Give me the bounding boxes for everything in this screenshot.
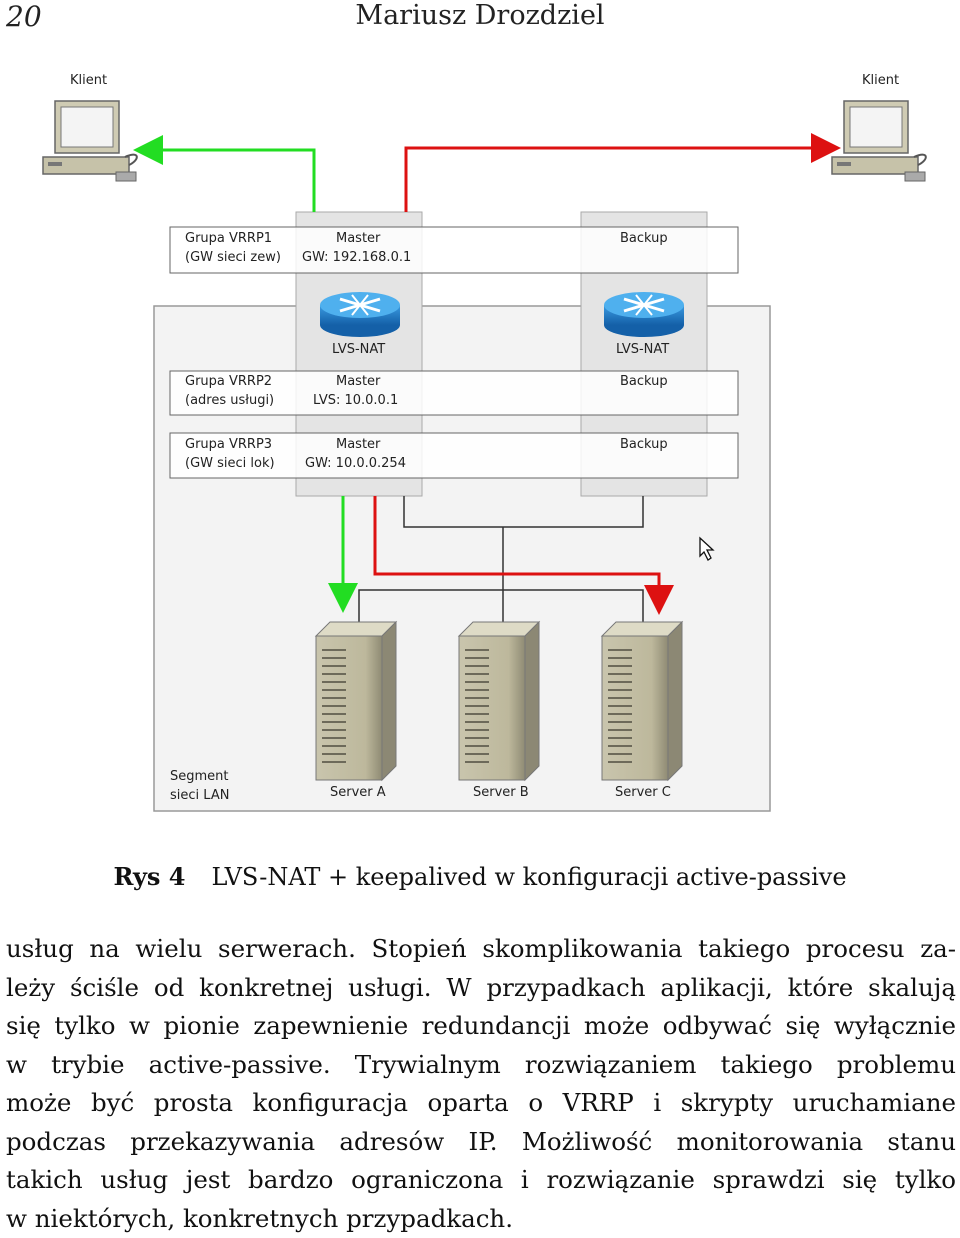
body-line: leży ściśle od konkretnej usługi. W przypadkach aplikacji, które skalują [6,969,956,1008]
vrrp3-label-2: (GW sieci lok) [185,456,275,471]
body-line: może być prosta konfiguracja oparta o VRRP i skrypty uruchamiane [6,1084,956,1123]
body-line: podczas przekazywania adresów IP. Możliwość monitorowania stanu [6,1123,956,1162]
vrrp2-master: Master [336,374,381,389]
body-line: się tylko w pionie zapewnienie redundancji może odbywać się wyłącznie [6,1007,956,1046]
body-line: w niektórych, konkretnych przypadkach. [6,1200,956,1238]
server-icon-b [459,622,539,780]
computer-icon-left [43,101,137,181]
server-icon-a [316,622,396,780]
page-header [0,0,960,32]
vrrp3-master: Master [336,437,381,452]
red-arrow-client [406,148,826,212]
router-icon-master [320,292,400,337]
vrrp1-backup: Backup [620,231,668,246]
network-diagram [0,40,960,830]
vrrp1-master-address: GW: 192.168.0.1 [302,250,411,265]
computer-icon-right [832,101,926,181]
caption-text: LVS-NAT + keepalived w konfiguracji active-passive [211,863,846,891]
page-number: 20 [6,0,42,33]
vrrp1-master: Master [336,231,381,246]
caption-label: Rys 4 [113,862,185,891]
router-icon-backup [604,292,684,337]
figure-caption [0,862,960,891]
server-a-label: Server A [330,785,386,800]
vrrp2-label-1: Grupa VRRP2 [185,374,272,389]
vrrp1-label-1: Grupa VRRP1 [185,231,272,246]
client-right-label: Klient [862,73,899,88]
client-left-label: Klient [70,73,107,88]
server-c-label: Server C [615,785,671,800]
vrrp2-label-2: (adres usługi) [185,393,274,408]
server-b-label: Server B [473,785,529,800]
running-header-author: Mariusz Drozdziel [0,0,960,31]
lvs-nat-label-backup: LVS-NAT [616,342,669,357]
body-line: w trybie active-passive. Trywialnym rozwiązaniem takiego problemu [6,1046,956,1085]
body-line: takich usług jest bardzo ograniczona i rozwiązanie sprawdzi się tylko [6,1161,956,1200]
vrrp3-label-1: Grupa VRRP3 [185,437,272,452]
segment-label-2: sieci LAN [170,788,229,803]
vrrp3-backup: Backup [620,437,668,452]
vrrp3-master-address: GW: 10.0.0.254 [305,456,406,471]
vrrp2-backup: Backup [620,374,668,389]
vrrp1-label-2: (GW sieci zew) [185,250,281,265]
server-icon-c [602,622,682,780]
body-paragraph [6,930,956,1238]
body-line: usług na wielu serwerach. Stopień skomplikowania takiego procesu za- [6,930,956,969]
lvs-nat-label-master: LVS-NAT [332,342,385,357]
segment-label-1: Segment [170,769,229,784]
vrrp2-master-address: LVS: 10.0.0.1 [313,393,398,408]
green-arrow-client [148,150,314,212]
figure-diagram [0,40,960,830]
